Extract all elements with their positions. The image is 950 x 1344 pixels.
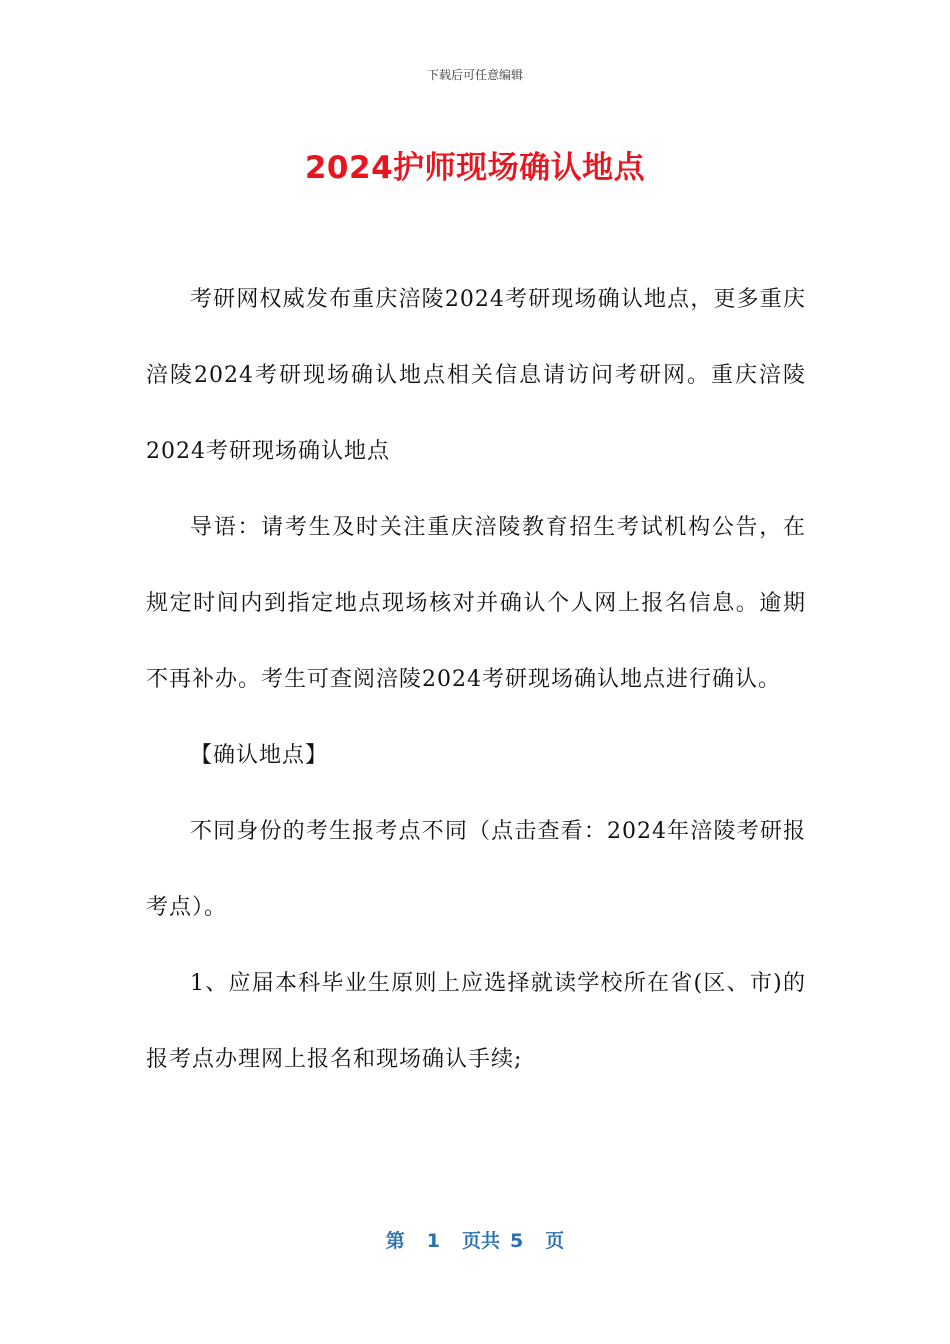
footer-suffix: 页	[545, 1230, 565, 1252]
paragraph-identity: 不同身份的考生报考点不同（点击查看：2024年涪陵考研报考点）。	[146, 819, 806, 920]
footer-middle: 页共	[461, 1230, 500, 1252]
paragraph-item-1: 1、应届本科毕业生原则上应选择就读学校所在省(区、市)的报考点办理网上报名和现场确认手续;	[146, 971, 806, 1072]
paragraph-guide: 导语：请考生及时关注重庆涪陵教育招生考试机构公告，在规定时间内到指定地点现场核对并确认个人网上报名信息。逾期不再补办。考生可查阅涪陵2024考研现场确认地点进行确认。	[146, 515, 806, 692]
document-body	[146, 262, 806, 1098]
document-title: 2024护师现场确认地点	[304, 150, 646, 186]
page-footer	[0, 1226, 950, 1253]
footer-total-pages: 5	[510, 1230, 524, 1252]
footer-current-page: 1	[426, 1230, 440, 1252]
paragraph-intro: 考研网权威发布重庆涪陵2024考研现场确认地点，更多重庆涪陵2024考研现场确认地点相关信息请访问考研网。重庆涪陵2024考研现场确认地点	[146, 287, 806, 464]
header-note: 下载后可任意编辑	[426, 68, 523, 82]
section-heading: 【确认地点】	[190, 743, 329, 768]
footer-prefix: 第	[385, 1230, 405, 1252]
